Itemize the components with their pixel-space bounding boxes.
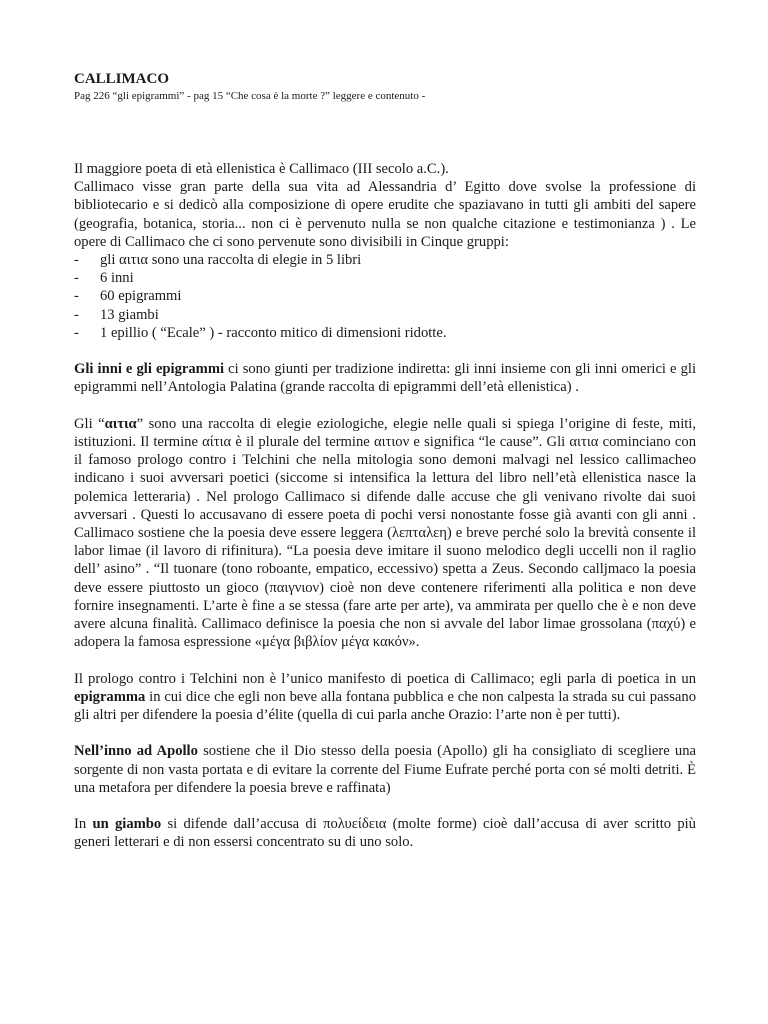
list-item (74, 287, 696, 305)
list-item-text: 1 epillio ( “Ecale” ) - racconto mitico di dimensioni ridotte. (100, 324, 447, 341)
paragraph-giambo (74, 815, 696, 851)
bold-term: Gli inni e gli epigrammi (74, 361, 225, 378)
paragraph-text: Gli “ (74, 415, 105, 432)
works-list (74, 251, 696, 342)
intro-paragraph: Callimaco visse gran parte della sua vita ad Alessandria d’ Egitto dove svolse la professione di bibliotecario e si dedicò alla composizione di opere erudite che spaziavano in tutti gli ambiti del sapere (geografia, botanica, storia... non ci è pervenuto nulla se non qualche citazione e testimonianza ) . Le opere di Callimaco che ci sono pervenute sono divisibili in Cinque gruppi: (74, 179, 696, 250)
bold-term: αιτια (104, 415, 137, 432)
bold-term: epigramma (74, 688, 146, 705)
paragraph-inno-apollo (74, 742, 696, 797)
list-item (74, 269, 696, 287)
list-dash: - (74, 252, 79, 269)
bold-term: un giambo (92, 816, 162, 833)
paragraph-text: sostiene che il Dio stesso della poesia (Apollo) gli ha consigliato di scegliere una sorgente di non vasta portata e di evitare la corrente del Fiume Eufrate perché porta con sé molti detriti. È una metafora per difendere la poesia breve e raffinata) (74, 743, 696, 796)
paragraph-text: In (74, 816, 93, 833)
list-item-text: 6 inni (100, 270, 134, 287)
list-item (74, 324, 696, 342)
list-dash: - (74, 288, 79, 305)
intro-line: Il maggiore poeta di età ellenistica è Callimaco (III secolo a.C.). (74, 161, 449, 177)
paragraph-text: ” sono una raccolta di elegie eziologiche, elegie nelle quali si spiega l’origine di feste, miti, istituzioni. Il termine αίτια è il plurale del termine αιτιον e significa “le cause”. Gli αιτια cominciano con il famoso prologo contro i Telchini che nella mitologia sono demoni malvagi nel lessico callimacheo indicano i suoi avversari poetici (siccome si intensifica la lettura del libro nell’età ellenistica nasce la polemica letteraria) . Nel prologo Callimaco si difende dalle accuse che gli venivano rivolte dai suoi avversari . Questi lo accusavano di essere poeta di pochi versi nonostante fosse già avanti con gli anni . Callimaco sostiene che la poesia deve essere leggera (λεπταλεη) e breve perché solo la brevità consente il labor limae (il lavoro di rifinitura). “La poesia deve imitare il suono melodico degli uccelli non il raglio dell’ asino” . “Il tuonare (tono roboante, empatico, eccessivo) spetta a Zeus. Secondo calljmaco la poesia deve essere piuttosto un gioco (παιγνιον) cioè non deve contenere riferimenti alla politica e non deve fornire insegnamenti. L’arte è fine a se stessa (fare arte per arte), va ammirata per quello che è e non deve avere alcuna finalità. Callimaco definisce la poesia che non si avvale del labor limae grossolana (παχύ) e adopera la famosa espressione «μέγα βιβλίον μέγα κακόν». (74, 415, 697, 651)
list-dash: - (74, 306, 79, 323)
document-page (74, 70, 696, 870)
paragraph-text: Il prologo contro i Telchini non è l’unico manifesto di poetica di Callimaco; egli parla di poetica in un (74, 670, 696, 687)
bold-term: Nell’inno ad Apollo (74, 743, 198, 760)
list-item-text: 13 giambi (100, 306, 159, 323)
paragraph-text: ci sono giunti per tradizione indiretta: gli inni insieme con gli inni omerici e gli epigrammi nell’Antologia Palatina (grande raccolta di epigrammi dell’età ellenistica) . (74, 361, 696, 396)
list-item-text: 60 epigrammi (100, 288, 182, 305)
page-title: CALLIMACO (74, 71, 170, 87)
list-item (74, 251, 696, 269)
document-body (74, 160, 696, 852)
list-item (74, 306, 696, 324)
paragraph-text: si difende dall’accusa di πολυείδεια (molte forme) cioè dall’accusa di aver scritto più generi letterari e di non essersi concentrato su di uno solo. (74, 816, 696, 851)
page-subtitle: Pag 226 “gli epigrammi” - pag 15 “Che cosa è la morte ?” leggere e contenuto - (74, 90, 426, 102)
list-dash: - (74, 270, 79, 287)
list-item-text: gli αιτια sono una raccolta di elegie in 5 libri (100, 252, 362, 269)
paragraph-text: in cui dice che egli non beve alla fontana pubblica e che non calpesta la strada su cui passano gli altri per difendere la poesia d’élite (quella di cui parla anche Orazio: l’arte non è per tutti). (74, 688, 696, 724)
paragraph-aitia (74, 415, 696, 652)
list-dash: - (74, 324, 79, 341)
paragraph-prologo (74, 670, 696, 725)
paragraph-inni-epigrammi (74, 360, 696, 396)
